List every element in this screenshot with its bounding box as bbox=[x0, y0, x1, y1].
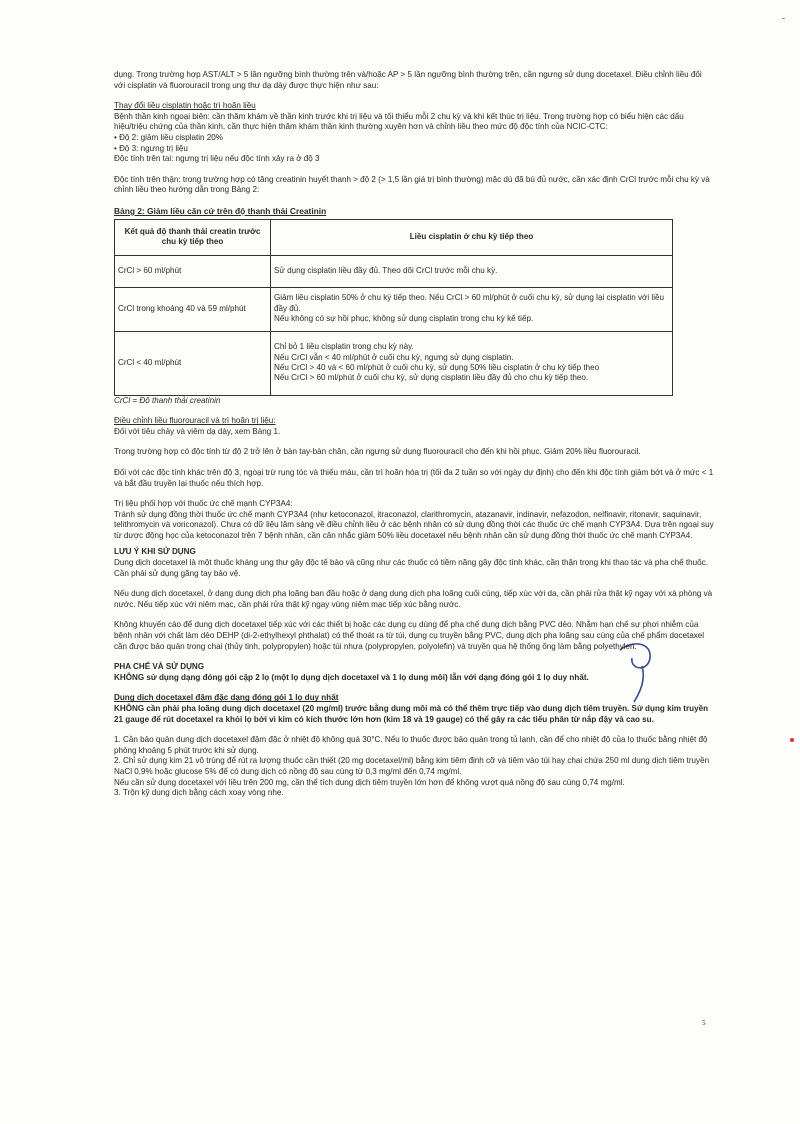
table-cell: CrCl trong khoảng 40 và 59 ml/phút bbox=[115, 287, 271, 331]
cisplatin-heading: Thay đổi liều cisplatin hoặc trì hoãn liều bbox=[114, 101, 256, 111]
table2-title: Bảng 2: Giảm liều căn cứ trên độ thanh thải Creatinin bbox=[114, 205, 327, 216]
scan-speck bbox=[782, 18, 785, 19]
table-header-clearance: Kết quả độ thanh thải creatin trước chu kỳ tiếp theo bbox=[115, 219, 271, 255]
step-3: 3. Trộn kỹ dung dịch bằng cách xoay vòng nhẹ. bbox=[114, 788, 284, 798]
intro-paragraph: dụng. Trong trường hợp AST/ALT > 5 lần ngưỡng bình thường trên và/hoặc AP > 5 lần ngưỡng bình thường trên, cần ngưng sử dụng docetaxel. Điều chỉnh liều đối với cisplatin và fluorouracil trong ung thư dạ dày được thực hiện như sau: bbox=[114, 70, 702, 90]
cyp3a4-paragraph: Tránh sử dụng đồng thời thuốc ức chế mạnh CYP3A4 (như ketoconazol, itraconazol, clarithromycin, atazanavir, indinavir, nefazodon, nelfinavir, ritonavir, saquinavir, telithromycin và voriconazol). Chưa có dữ liệu lâm sàng về điều chỉnh liều ở các bệnh nhân có sử dụng đồng thời các thuốc ức chế mạnh CYP3A4. Dựa trên ngoại suy từ dược động học của ketoconazol trên 7 bệnh nhân, cần cân nhắc giảm 50% liều docetaxel nếu bệnh nhân cần sử dụng đồng thời thuốc ức chế mạnh CYP3A4. bbox=[114, 509, 714, 540]
caution-p1: Dung dịch docetaxel là một thuốc kháng ung thư gây độc tế bào và cũng như các thuốc có tiềm năng gây độc tính khác, cần thận trọng khi thao tác và pha chế thuốc. Cần phải sử dụng găng tay bảo vệ. bbox=[114, 558, 708, 578]
table-cell-line: Nếu CrCl > 60 ml/phút ở cuối chu kỳ, sử dụng cisplatin liều đầy đủ cho chu kỳ tiếp theo. bbox=[274, 373, 589, 383]
table-cell: CrCl > 60 ml/phút bbox=[115, 255, 271, 287]
document-page bbox=[114, 70, 714, 799]
caution-p3: Không khuyến cáo để dung dịch docetaxel tiếp xúc với các thiết bị hoặc các dụng cụ dùng để pha chế dung dịch bằng PVC dẻo. Nhằm hạn chế sự phơi nhiễm của bệnh nhân với chất làm dẻo DEHP (di-2-ethylhexyl phthalat) có thể thoát ra từ túi, dụng cụ truyền bằng PVC, dung dịch pha loãng sau cùng của chế phẩm docetaxel cần được bảo quản trong chai (thủy tinh, polypropylen) hoặc túi nhựa (polypropylen, polyolefin) và truyền qua hệ thống ống làm bằng polyethylen. bbox=[114, 620, 705, 651]
table2-footnote: CrCl = Độ thanh thải creatinin bbox=[114, 395, 221, 405]
table-cell-line: Nếu CrCl vẫn < 40 ml/phút ở cuối chu kỳ, ngưng sử dụng cisplatin. bbox=[274, 352, 514, 362]
cisplatin-ototoxicity: Độc tính trên tai: ngưng trị liệu nếu độc tính xảy ra ở độ 3 bbox=[114, 154, 320, 164]
preparation-warning: KHÔNG sử dụng dạng đóng gói cặp 2 lọ (một lọ dụng dịch docetaxel và 1 lọ dung môi) lẫn với dạng đóng gói 1 lọ duy nhất. bbox=[114, 672, 589, 682]
cisplatin-bullet-grade2: • Độ 2: giảm liều cisplatin 20% bbox=[114, 132, 224, 142]
step-1: 1. Cần bảo quản dung dịch docetaxel đậm đặc ở nhiệt độ không quá 30°C. Nếu lọ thuốc được bảo quản trong tủ lạnh, cần để cho nhiệt độ của lọ thuốc bằng nhiệt độ phòng khoảng 5 phút trước khi sử dụng. bbox=[114, 735, 708, 755]
cisplatin-nephrotoxicity: Độc tính trên thận: trong trường hợp có tăng creatinin huyết thanh > độ 2 (> 1,5 lần giá trị bình thường) mặc dù đã bù đủ nước, cần xác định CrCl trước mỗi chu kỳ và chỉnh liều theo hướng dẫn trong Bảng 2: bbox=[114, 174, 710, 195]
single-vial-instruction: KHÔNG cần phải pha loãng dung dịch docetaxel (20 mg/ml) trước bằng dung môi mà có thể thêm trực tiếp vào dung dịch tiêm truyền. Sử dụng kim truyền 21 gauge để rút docetaxel ra khỏi lọ bởi vì kim có kích thước lớn hơn (kim 18 và 19 gauge) có thể gây ra các tiểu phân từ nắp đậy và cao su. bbox=[114, 704, 709, 724]
fluorouracil-p2: Trong trường hợp có độc tính từ độ 2 trở lên ở bàn tay-bàn chân, cần ngưng sử dụng fluorouracil cho đến khi hồi phục. Giảm 20% liều fluorouracil. bbox=[114, 447, 641, 457]
table-cell bbox=[271, 287, 673, 331]
fluorouracil-heading: Điều chỉnh liều fluorouracil và trì hoãn trị liệu: bbox=[114, 416, 276, 426]
caution-heading: LƯU Ý KHI SỬ DỤNG bbox=[114, 547, 196, 557]
preparation-heading: PHA CHẾ VÀ SỬ DỤNG bbox=[114, 662, 205, 672]
table-header-dose: Liều cisplatin ở chu kỳ tiếp theo bbox=[271, 219, 673, 255]
table-row bbox=[115, 331, 673, 395]
red-ink-mark bbox=[790, 738, 794, 742]
table-cell-line: Nếu CrCl > 40 và < 60 ml/phút ở cuối chu kỳ, sử dụng 50% liều cisplatin ở chu kỳ tiếp theo bbox=[274, 363, 600, 373]
table-cell bbox=[271, 331, 673, 395]
cisplatin-bullet-grade3: • Độ 3: ngưng trị liệu bbox=[114, 143, 188, 153]
cisplatin-neuropathy: Bệnh thần kinh ngoại biên: cần thăm khám về thần kinh trước khi trị liệu và tối thiểu mỗi 2 chu kỳ và khi kết thúc trị liệu. Trong trường hợp có biểu hiện các dấu hiệu/triệu chứng của thần kinh, cần thực hiện thăm khám thần kinh thường xuyên hơn và chỉnh liều theo mức độ độc tính của NCIC-CTC: bbox=[114, 111, 684, 132]
step-2-note: Nếu cần sử dụng docetaxel với liều trên 200 mg, cần thể tích dung dịch tiêm truyền lớn hơn để không vượt quá nồng độ sau cùng 0,74 mg/ml. bbox=[114, 777, 625, 787]
single-vial-subheading: Dung dịch docetaxel đậm đặc dạng đóng gói 1 lọ duy nhất bbox=[114, 693, 339, 703]
caution-p2: Nếu dung dịch docetaxel, ở dạng dung dịch pha loãng ban đầu hoặc ở dạng dung dịch pha loãng cuối cùng, tiếp xúc với da, cần phải rửa thật kỹ ngay với xà phòng và nước. Nếu tiếp xúc với niêm mạc, cần phải rửa thật kỹ ngay vùng niêm mạc tiếp xúc bằng nước. bbox=[114, 589, 713, 609]
table-cell: Sử dụng cisplatin liều đầy đủ. Theo dõi CrCl trước mỗi chu kỳ. bbox=[271, 255, 673, 287]
creatinine-dose-table bbox=[114, 219, 673, 396]
fluorouracil-p3: Đối với các độc tính khác trên độ 3, ngoại trừ rụng tóc và thiếu máu, cần trì hoãn hóa trị (tối đa 2 tuần so với ngày dự định) cho đến khi độc tính giảm bớt và ở mức < 1 và bắt đầu truyền lại thuốc nếu thích hợp. bbox=[114, 467, 714, 488]
table-row bbox=[115, 255, 673, 287]
step-2: 2. Chỉ sử dụng kim 21 vô trùng để rút ra lượng thuốc cần thiết (20 mg docetaxel/ml) bằng kim tiêm định cỡ và tiêm vào túi hay chai chứa 250 ml dung dịch tiêm truyền NaCl 0,9% hoặc glucose 5% để có dung dịch có nồng độ sau cùng từ 0,3 mg/ml đến 0,74 mg/ml. bbox=[114, 756, 710, 776]
table-cell-line: Giảm liều cisplatin 50% ở chu kỳ tiếp theo. Nếu CrCl > 60 ml/phút ở cuối chu kỳ, sử dụng lại cisplatin với liều đầy đủ. bbox=[274, 293, 665, 313]
page-number: 5 bbox=[702, 1019, 706, 1027]
table-cell-line: Chỉ bỏ 1 liều cisplatin trong chu kỳ này. bbox=[274, 342, 414, 352]
table-cell: CrCl < 40 ml/phút bbox=[115, 331, 271, 395]
table-row bbox=[115, 287, 673, 331]
table-cell-line: Nếu không có sự hồi phục, không sử dụng cisplatin trong chu kỳ kế tiếp. bbox=[274, 314, 534, 324]
table-header-row bbox=[115, 219, 673, 255]
fluorouracil-p1: Đối với tiêu chảy và viêm dạ dày, xem Bảng 1. bbox=[114, 426, 281, 436]
cyp3a4-heading: Trị liệu phối hợp với thuốc ức chế mạnh CYP3A4: bbox=[114, 499, 293, 509]
